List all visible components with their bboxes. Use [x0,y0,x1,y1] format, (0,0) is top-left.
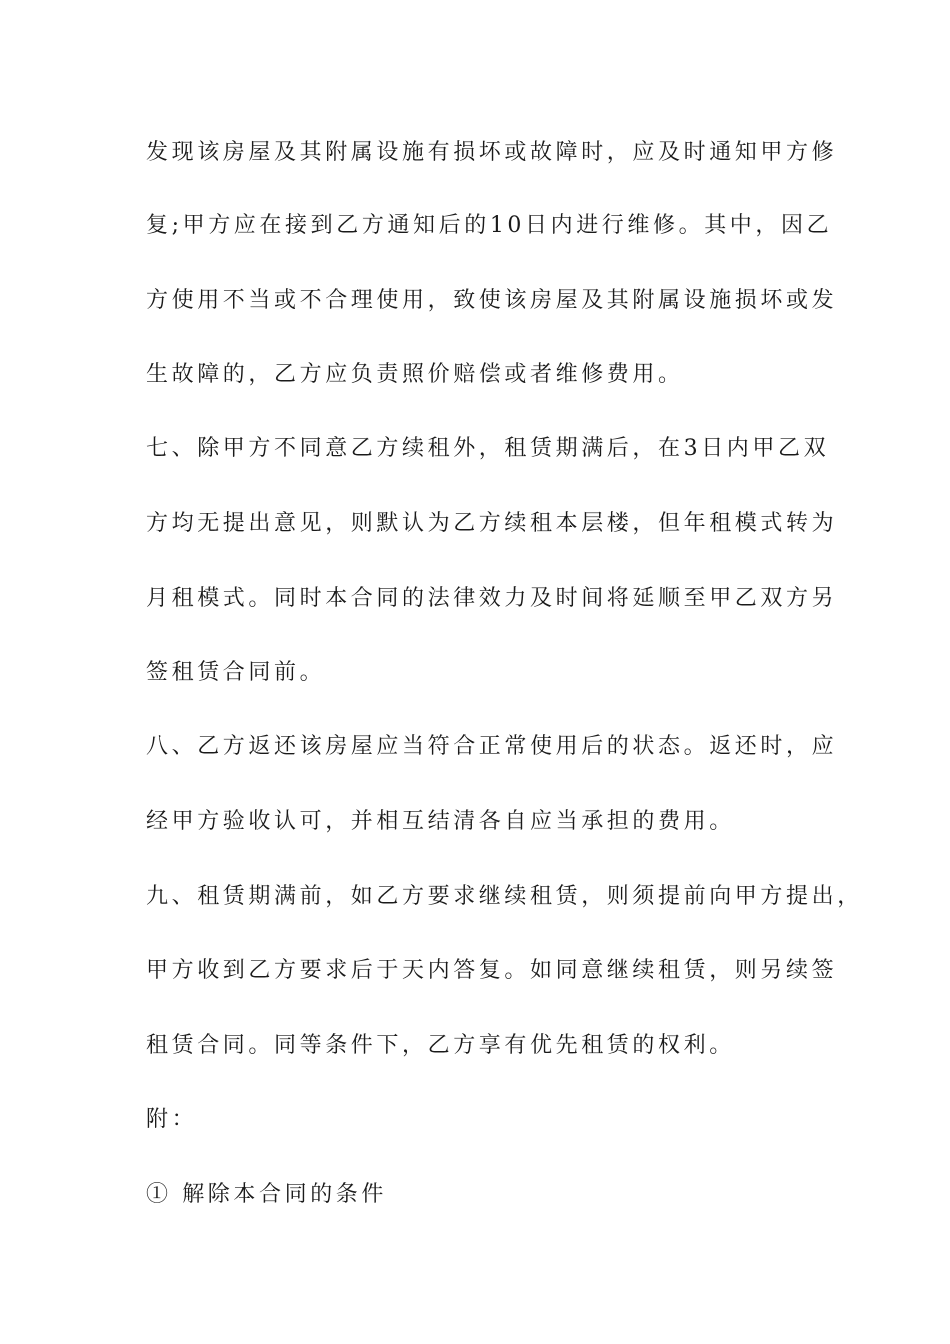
appendix-item: ① 解除本合同的条件 [146,1182,387,1207]
paragraph-line: 租赁合同。同等条件下，乙方享有优先租赁的权利。 [146,1033,735,1058]
paragraph-line: 生故障的，乙方应负责照价赔偿或者维修费用。 [146,362,684,387]
clause-seven-line: 七、除甲方不同意乙方续租外，租赁期满后，在3日内甲乙双 [146,436,830,461]
paragraph-line: 方均无提出意见，则默认为乙方续租本层楼，但年租模式转为 [146,511,838,536]
clause-nine-line: 九、租赁期满前，如乙方要求继续租赁，则须提前向甲方提出， [146,884,863,909]
paragraph-line: 甲方收到乙方要求后于天内答复。如同意继续租赁，则另续签 [146,958,838,983]
clause-eight-line: 八、乙方返还该房屋应当符合正常使用后的状态。返还时，应 [146,734,838,759]
appendix-heading: 附： [146,1107,198,1132]
paragraph-line: 方使用不当或不合理使用，致使该房屋及其附属设施损坏或发 [146,288,838,313]
paragraph-line: 复;甲方应在接到乙方通知后的10日内进行维修。其中，因乙 [146,213,833,238]
paragraph-line: 发现该房屋及其附属设施有损坏或故障时，应及时通知甲方修 [146,140,838,165]
paragraph-line: 月租模式。同时本合同的法律效力及时间将延顺至甲乙双方另 [146,586,838,611]
paragraph-line: 经甲方验收认可，并相互结清各自应当承担的费用。 [146,809,735,834]
paragraph-line: 签租赁合同前。 [146,660,326,685]
